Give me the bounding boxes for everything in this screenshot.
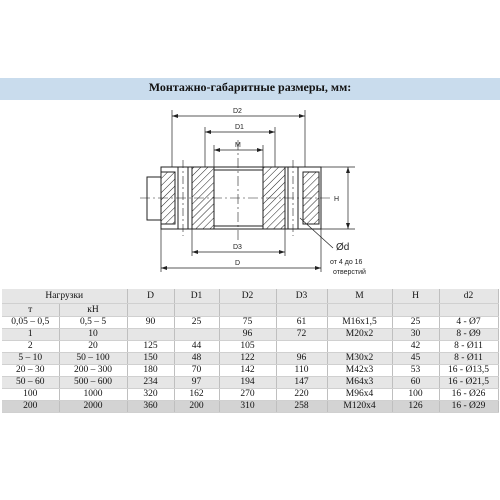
table-body — [2, 289, 498, 413]
label-d: D — [235, 260, 241, 267]
cell-d: 234 — [127, 377, 174, 389]
table-row — [2, 353, 498, 365]
cell-d3: 220 — [276, 389, 327, 401]
label-m: M — [235, 142, 241, 149]
cell-d2: 8 - Ø11 — [439, 353, 498, 365]
cell-kn: 1000 — [59, 389, 127, 401]
cell-h: 60 — [392, 377, 439, 389]
table-unit-row — [2, 304, 498, 317]
cell-d1: 162 — [174, 389, 219, 401]
cell-d2: 8 - Ø11 — [439, 341, 498, 353]
cell-m: M120x4 — [327, 401, 392, 413]
label-d2: D2 — [233, 108, 242, 115]
hole-note-line2: отверстий — [333, 269, 366, 276]
cell-h: 42 — [392, 341, 439, 353]
header-d1: D1 — [174, 289, 219, 304]
header-m: M — [327, 289, 392, 304]
cell-d3: 110 — [276, 365, 327, 377]
cell-d1: 48 — [174, 353, 219, 365]
header-d: D — [127, 289, 174, 304]
cell-d3: 61 — [276, 317, 327, 329]
cell-kn: 0,5 – 5 — [59, 317, 127, 329]
diameter-symbol: Ø — [336, 242, 344, 253]
cell-m: M96x4 — [327, 389, 392, 401]
cell-d: 90 — [127, 317, 174, 329]
cell-d2: 4 - Ø7 — [439, 317, 498, 329]
table-row — [2, 389, 498, 401]
cell-kn: 50 – 100 — [59, 353, 127, 365]
cell-d3: 258 — [276, 401, 327, 413]
cell-d2: 16 - Ø13,5 — [439, 365, 498, 377]
table-row — [2, 365, 498, 377]
cell-h: 53 — [392, 365, 439, 377]
cell-d2: 122 — [219, 353, 276, 365]
label-d1: D1 — [235, 124, 244, 131]
header-loads: Нагрузки — [2, 289, 127, 304]
cell-d: 360 — [127, 401, 174, 413]
header-d3: D3 — [276, 289, 327, 304]
cell-m: M30x2 — [327, 353, 392, 365]
cell-d2: 75 — [219, 317, 276, 329]
cell-t: 5 – 10 — [2, 353, 59, 365]
cell-d2: 194 — [219, 377, 276, 389]
cell-d — [127, 329, 174, 341]
unit-kn: кН — [59, 304, 127, 317]
cell-h: 25 — [392, 317, 439, 329]
cell-h: 100 — [392, 389, 439, 401]
cell-t: 2 — [2, 341, 59, 353]
table-header-row — [2, 289, 498, 304]
header-d2: D2 — [219, 289, 276, 304]
cell-d2: 8 - Ø9 — [439, 329, 498, 341]
cell-d3: 96 — [276, 353, 327, 365]
cell-d1 — [174, 329, 219, 341]
cell-h: 30 — [392, 329, 439, 341]
technical-drawing — [0, 100, 500, 290]
table-row — [2, 341, 498, 353]
cell-kn: 500 – 600 — [59, 377, 127, 389]
cell-t: 50 – 60 — [2, 377, 59, 389]
cell-h: 126 — [392, 401, 439, 413]
cell-t: 1 — [2, 329, 59, 341]
cell-d: 150 — [127, 353, 174, 365]
cell-d2: 16 - Ø26 — [439, 389, 498, 401]
header-h: H — [392, 289, 439, 304]
cell-d1: 25 — [174, 317, 219, 329]
unit-t: т — [2, 304, 59, 317]
cell-m: M20x2 — [327, 329, 392, 341]
cell-kn: 200 – 300 — [59, 365, 127, 377]
cell-d1: 97 — [174, 377, 219, 389]
cell-d3 — [276, 341, 327, 353]
hole-note-line1: от 4 до 16 — [330, 259, 363, 266]
cell-d2: 270 — [219, 389, 276, 401]
cell-d3: 72 — [276, 329, 327, 341]
page-title: Монтажно-габаритные размеры, мм: — [148, 80, 352, 94]
cell-m: M42x3 — [327, 365, 392, 377]
label-diameter-d — [336, 242, 349, 253]
cell-d: 125 — [127, 341, 174, 353]
cell-d2: 310 — [219, 401, 276, 413]
label-h: H — [334, 196, 340, 203]
cell-d: 180 — [127, 365, 174, 377]
cell-d2: 16 - Ø21,5 — [439, 377, 498, 389]
table-row — [2, 329, 498, 341]
cell-t: 0,05 – 0,5 — [2, 317, 59, 329]
table-row — [2, 401, 498, 413]
cell-d1: 200 — [174, 401, 219, 413]
cell-d1: 70 — [174, 365, 219, 377]
cell-m: M64x3 — [327, 377, 392, 389]
cell-t: 100 — [2, 389, 59, 401]
cell-m: M16x1,5 — [327, 317, 392, 329]
cell-kn: 20 — [59, 341, 127, 353]
table-row — [2, 377, 498, 389]
cell-d: 320 — [127, 389, 174, 401]
cell-d2: 142 — [219, 365, 276, 377]
boss-outline — [147, 177, 161, 220]
cell-d1: 44 — [174, 341, 219, 353]
header-d2-holes: d2 — [439, 289, 498, 304]
dimensions-table — [2, 289, 499, 413]
label-d3: D3 — [233, 244, 242, 251]
cell-kn: 10 — [59, 329, 127, 341]
cell-t: 200 — [2, 401, 59, 413]
cell-d3: 147 — [276, 377, 327, 389]
cell-d2: 105 — [219, 341, 276, 353]
cell-d2: 16 - Ø29 — [439, 401, 498, 413]
cell-kn: 2000 — [59, 401, 127, 413]
cell-h: 45 — [392, 353, 439, 365]
table-row — [2, 317, 498, 329]
cell-d2: 96 — [219, 329, 276, 341]
cell-t: 20 – 30 — [2, 365, 59, 377]
label-d-value: d — [343, 242, 350, 253]
cell-m — [327, 341, 392, 353]
